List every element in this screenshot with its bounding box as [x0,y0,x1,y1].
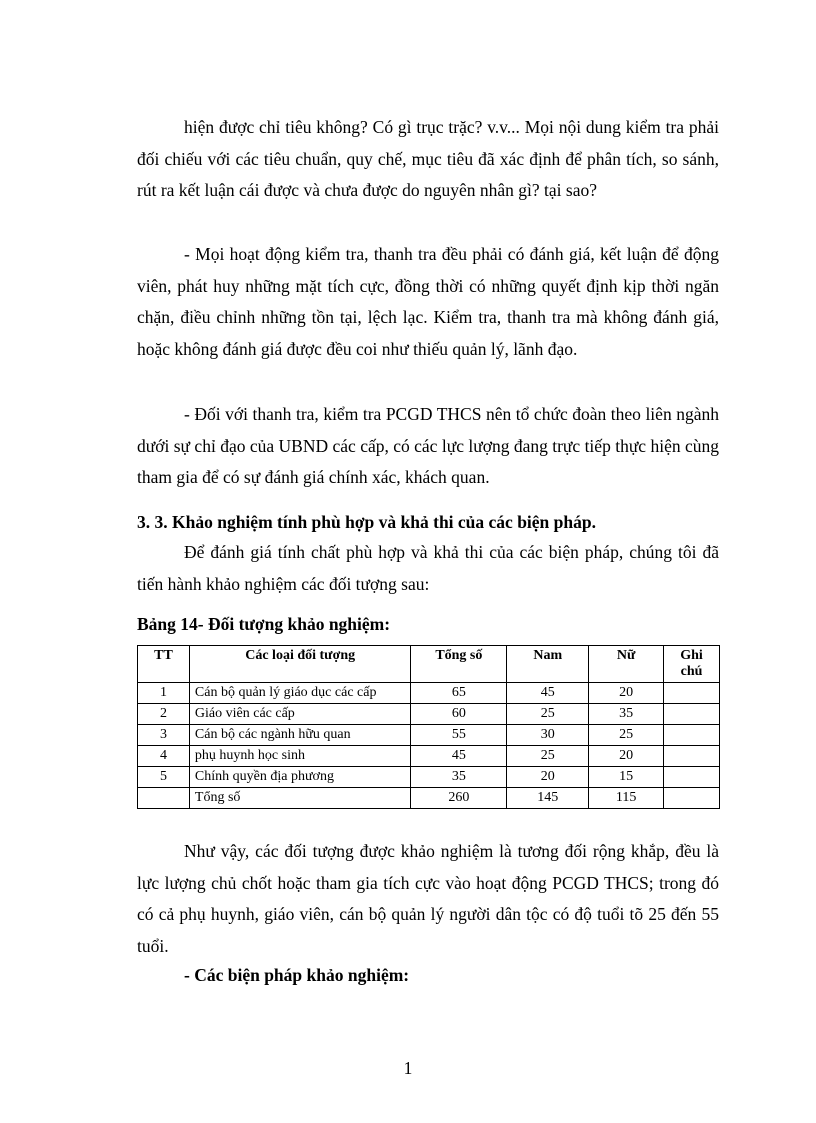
table-header-row [138,646,720,683]
cell-tt: 2 [138,704,190,725]
table-row [138,683,720,704]
paragraph-1: hiện được chỉ tiêu không? Có gì trục trặc? v.v... Mọi nội dung kiểm tra phải đối chiếu với các tiêu chuẩn, quy chế, mục tiêu đã xác định để phân tích, so sánh, rút ra kết luận cái được và chưa được do nguyên nhân gì? tại sao? [137,117,719,200]
sub-heading: - Các biện pháp khảo nghiệm: [184,965,410,985]
cell-note [664,704,720,725]
cell-total: 260 [411,788,507,809]
section-heading: 3. 3. Khảo nghiệm tính phù hợp và khả thi của các biện pháp. [137,512,596,532]
cell-male: 45 [507,683,589,704]
table-row [138,725,720,746]
cell-male: 145 [507,788,589,809]
cell-category: Tổng số [189,788,411,809]
header-note: Ghi chú [664,646,720,683]
header-tt: TT [138,646,190,683]
table-row [138,704,720,725]
cell-note [664,683,720,704]
cell-tt: 5 [138,767,190,788]
table-row [138,746,720,767]
cell-category: Chính quyền địa phương [189,767,411,788]
header-male: Nam [507,646,589,683]
table-row [138,767,720,788]
paragraph-3: - Đối với thanh tra, kiểm tra PCGD THCS nên tổ chức đoàn theo liên ngành dưới sự chỉ đạo của UBND các cấp, có các lực lượng đang trực tiếp thực hiện cùng tham gia để có sự đánh giá chính xác, khách quan. [137,404,719,487]
cell-female: 115 [589,788,664,809]
cell-total: 65 [411,683,507,704]
cell-total: 45 [411,746,507,767]
cell-note [664,725,720,746]
cell-note [664,746,720,767]
cell-male: 30 [507,725,589,746]
cell-tt: 1 [138,683,190,704]
cell-female: 20 [589,683,664,704]
survey-subjects-table [137,645,720,809]
cell-female: 20 [589,746,664,767]
header-total: Tổng số [411,646,507,683]
header-category: Các loại đối tượng [189,646,411,683]
cell-tt: 4 [138,746,190,767]
cell-tt [138,788,190,809]
cell-tt: 3 [138,725,190,746]
cell-male: 25 [507,746,589,767]
table-caption: Bảng 14- Đối tượng khảo nghiệm: [137,614,391,634]
cell-female: 35 [589,704,664,725]
paragraph-2: - Mọi hoạt động kiểm tra, thanh tra đều phải có đánh giá, kết luận để động viên, phát huy những mặt tích cực, đồng thời có những quyết định kịp thời ngăn chặn, điều chỉnh những tồn tại, lệch lạc. Kiểm tra, thanh tra mà không đánh giá, hoặc không đánh giá được đều coi như thiếu quản lý, lãnh đạo. [137,244,719,359]
cell-total: 35 [411,767,507,788]
cell-male: 25 [507,704,589,725]
cell-category: Cán bộ các ngành hữu quan [189,725,411,746]
header-female: Nữ [589,646,664,683]
page-number: 1 [403,1058,413,1078]
cell-total: 60 [411,704,507,725]
table-total-row [138,788,720,809]
cell-total: 55 [411,725,507,746]
cell-note [664,767,720,788]
cell-category: Giáo viên các cấp [189,704,411,725]
cell-category: Cán bộ quản lý giáo dục các cấp [189,683,411,704]
cell-male: 20 [507,767,589,788]
cell-female: 25 [589,725,664,746]
cell-category: phụ huynh học sinh [189,746,411,767]
cell-note [664,788,720,809]
cell-female: 15 [589,767,664,788]
paragraph-4: Để đánh giá tính chất phù hợp và khả thi của các biện pháp, chúng tôi đã tiến hành khảo nghiệm các đối tượng sau: [137,542,719,594]
paragraph-5: Như vậy, các đối tượng được khảo nghiệm là tương đối rộng khắp, đều là lực lượng chủ chốt hoặc tham gia tích cực vào hoạt động PCGD THCS; trong đó có cả phụ huynh, giáo viên, cán bộ quản lý người dân tộc có độ tuổi tõ 25 đến 55 tuổi. [137,841,719,956]
